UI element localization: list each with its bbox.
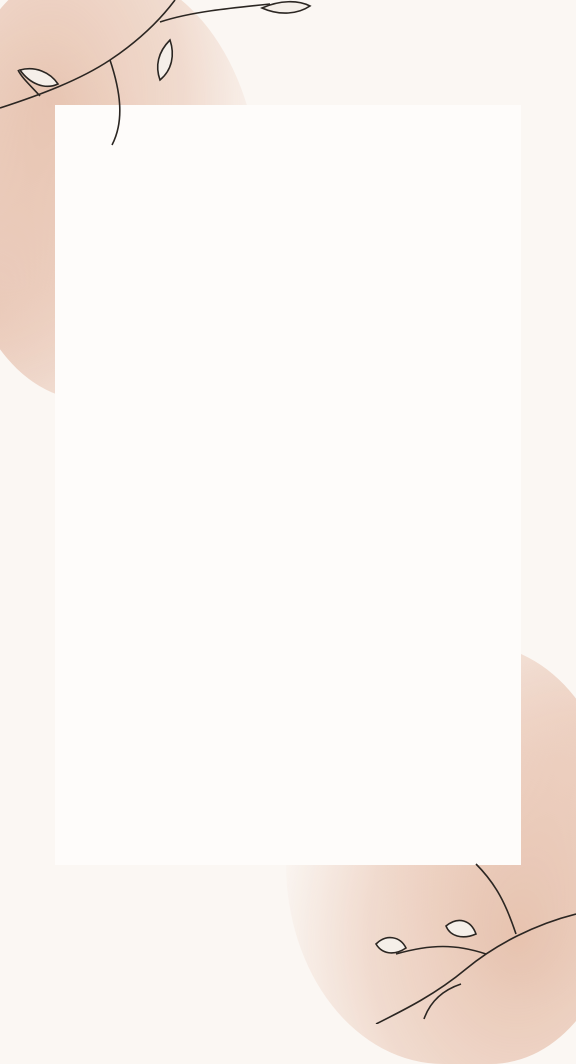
prompt-item bbox=[90, 237, 486, 272]
prompt-item bbox=[90, 587, 486, 622]
cherry-blossom-bottom-icon bbox=[336, 794, 576, 1024]
prompt-item bbox=[90, 447, 486, 482]
prompt-item bbox=[90, 552, 486, 587]
prompt-item bbox=[90, 272, 486, 307]
prompt-item bbox=[90, 517, 486, 552]
prompt-item bbox=[90, 307, 486, 342]
cherry-blossom-top-icon bbox=[0, 0, 320, 220]
prompt-item bbox=[90, 412, 486, 447]
prompt-list bbox=[90, 202, 486, 657]
prompt-item bbox=[90, 342, 486, 377]
prompt-item bbox=[90, 202, 486, 237]
prompt-item bbox=[90, 482, 486, 517]
prompt-item bbox=[90, 377, 486, 412]
prompt-item bbox=[90, 622, 486, 657]
